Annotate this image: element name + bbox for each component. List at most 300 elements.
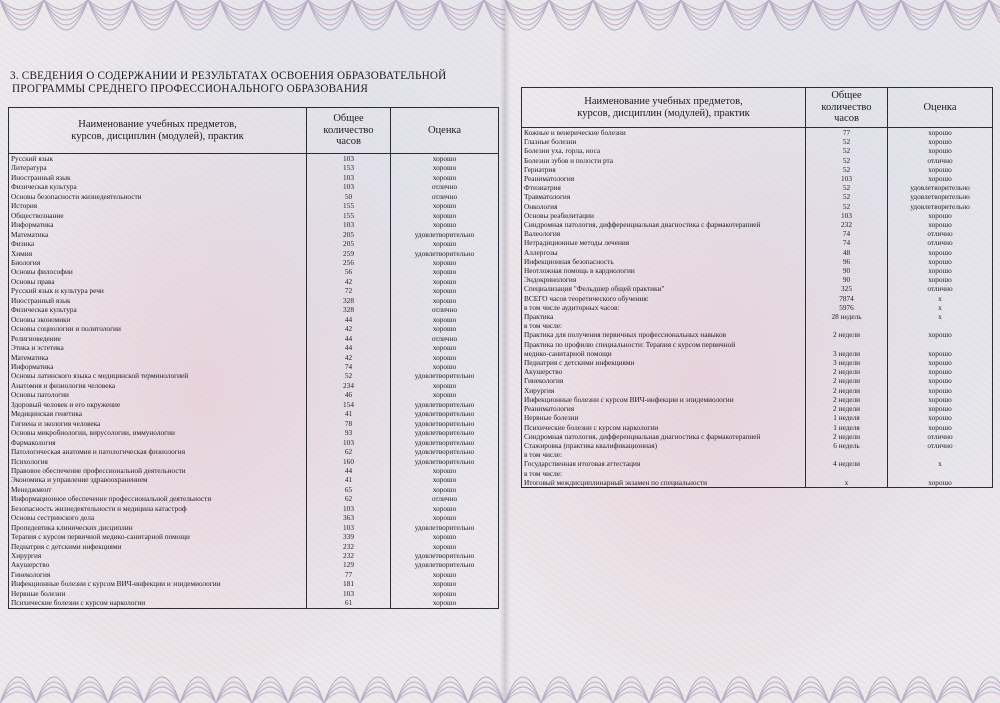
grade-cell: хорошо bbox=[888, 146, 993, 155]
table-row bbox=[9, 428, 499, 437]
table-row bbox=[9, 438, 499, 447]
table-row bbox=[522, 275, 993, 284]
hours-cell: 61 bbox=[307, 598, 391, 608]
hours-cell: 72 bbox=[307, 286, 391, 295]
subject-cell: Биология bbox=[9, 258, 307, 267]
right-page bbox=[505, 0, 1000, 703]
hours-cell bbox=[806, 450, 888, 459]
hours-cell: 28 недель bbox=[806, 312, 888, 321]
grade-cell: хорошо bbox=[888, 137, 993, 146]
subject-cell: Физика bbox=[9, 239, 307, 248]
hours-cell: 52 bbox=[806, 137, 888, 146]
grade-cell: удовлетворительно bbox=[888, 183, 993, 192]
subject-cell: Терапия с курсом первичной медико-санитарной помощи bbox=[9, 532, 307, 541]
subject-cell: Аллергозы bbox=[522, 248, 806, 257]
table-row bbox=[9, 419, 499, 428]
grade-cell: хорошо bbox=[391, 324, 499, 333]
grade-cell: удовлетворительно bbox=[391, 230, 499, 239]
hours-cell: 2 недели bbox=[806, 376, 888, 385]
subject-cell: Менеджмент bbox=[9, 485, 307, 494]
table-row bbox=[9, 589, 499, 598]
hours-cell: 2 недели bbox=[806, 330, 888, 339]
hours-cell: 44 bbox=[307, 466, 391, 475]
grade-cell: хорошо bbox=[391, 381, 499, 390]
table-row bbox=[9, 485, 499, 494]
grade-cell: хорошо bbox=[888, 386, 993, 395]
hours-cell: 2 недели bbox=[806, 386, 888, 395]
hours-cell: 160 bbox=[307, 457, 391, 466]
grade-cell: удовлетворительно bbox=[888, 192, 993, 201]
hours-cell: 5976 bbox=[806, 303, 888, 312]
table-body-right bbox=[522, 128, 993, 488]
table-row bbox=[522, 404, 993, 413]
hours-cell: 103 bbox=[307, 173, 391, 182]
subject-cell: Основы философии bbox=[9, 267, 307, 276]
grade-cell: отлично bbox=[391, 192, 499, 201]
subject-cell: Информационное обеспечение профессиональной деятельности bbox=[9, 494, 307, 503]
grade-cell bbox=[888, 340, 993, 349]
hours-cell: 325 bbox=[806, 284, 888, 293]
subject-cell: Нервные болезни bbox=[522, 413, 806, 422]
hours-cell: 155 bbox=[307, 211, 391, 220]
subject-cell: Основы безопасности жизнедеятельности bbox=[9, 192, 307, 201]
grade-cell: хорошо bbox=[888, 413, 993, 422]
table-row bbox=[9, 570, 499, 579]
table-row bbox=[9, 475, 499, 484]
grade-cell: хорошо bbox=[888, 266, 993, 275]
subject-cell: Экономика и управление здравоохранением bbox=[9, 475, 307, 484]
table-row bbox=[522, 321, 993, 330]
table-row bbox=[522, 478, 993, 488]
subject-cell: Фтизиатрия bbox=[522, 183, 806, 192]
grade-cell: хорошо bbox=[391, 239, 499, 248]
hours-cell: 2 недели bbox=[806, 395, 888, 404]
column-header-hours: Общее количество часов bbox=[307, 108, 391, 154]
grade-cell: хорошо bbox=[391, 504, 499, 513]
table-row bbox=[9, 201, 499, 210]
grade-cell: х bbox=[888, 312, 993, 321]
subject-cell: Иностранный язык bbox=[9, 173, 307, 182]
hours-cell: 52 bbox=[806, 192, 888, 201]
subject-cell: Практика для получения первичных профессиональных навыков bbox=[522, 330, 806, 339]
subject-cell: Русский язык bbox=[9, 154, 307, 164]
table-row bbox=[522, 303, 993, 312]
hours-cell: 232 bbox=[806, 220, 888, 229]
table-row bbox=[522, 432, 993, 441]
hours-cell: 103 bbox=[307, 523, 391, 532]
hours-cell: 90 bbox=[806, 275, 888, 284]
table-row bbox=[522, 312, 993, 321]
subject-cell: Эндокринология bbox=[522, 275, 806, 284]
grade-cell: хорошо bbox=[391, 163, 499, 172]
hours-cell: 103 bbox=[307, 154, 391, 164]
grade-cell: хорошо bbox=[391, 258, 499, 267]
table-row bbox=[522, 423, 993, 432]
grade-cell: хорошо bbox=[888, 395, 993, 404]
table-row bbox=[9, 239, 499, 248]
table-row bbox=[522, 367, 993, 376]
hours-cell bbox=[806, 321, 888, 330]
subject-cell: Травматология bbox=[522, 192, 806, 201]
table-row bbox=[9, 315, 499, 324]
subject-cell: Информатика bbox=[9, 220, 307, 229]
hours-cell: 232 bbox=[307, 542, 391, 551]
table-row bbox=[9, 163, 499, 172]
grade-cell: х bbox=[888, 303, 993, 312]
hours-cell: 42 bbox=[307, 353, 391, 362]
hours-cell: 103 bbox=[307, 182, 391, 191]
hours-cell: 234 bbox=[307, 381, 391, 390]
subject-cell: Иностранный язык bbox=[9, 296, 307, 305]
subject-cell: Основы сестринского дела bbox=[9, 513, 307, 522]
grade-cell: удовлетворительно bbox=[391, 457, 499, 466]
grade-cell: хорошо bbox=[391, 211, 499, 220]
subject-cell: Информатика bbox=[9, 362, 307, 371]
grade-cell: хорошо bbox=[888, 478, 993, 488]
grade-cell: отлично bbox=[888, 156, 993, 165]
table-row bbox=[9, 513, 499, 522]
grade-cell: хорошо bbox=[888, 423, 993, 432]
hours-cell: 65 bbox=[307, 485, 391, 494]
table-row bbox=[9, 457, 499, 466]
subject-cell: Педиатрия с детскими инфекциями bbox=[9, 542, 307, 551]
grade-cell: хорошо bbox=[391, 173, 499, 182]
grade-cell: отлично bbox=[391, 182, 499, 191]
hours-cell: 44 bbox=[307, 315, 391, 324]
grade-cell: хорошо bbox=[391, 286, 499, 295]
subject-cell: Гигиена и экология человека bbox=[9, 419, 307, 428]
hours-cell: 1 неделя bbox=[806, 423, 888, 432]
grade-cell: х bbox=[888, 459, 993, 468]
subject-cell: Нетрадиционные методы лечения bbox=[522, 238, 806, 247]
grade-cell: отлично bbox=[888, 284, 993, 293]
table-row bbox=[9, 154, 499, 164]
hours-cell: 52 bbox=[806, 202, 888, 211]
table-row bbox=[9, 542, 499, 551]
section-heading bbox=[10, 70, 500, 96]
hours-cell: 363 bbox=[307, 513, 391, 522]
subject-cell: Болезни зубов и полости рта bbox=[522, 156, 806, 165]
grade-cell: удовлетворительно bbox=[391, 560, 499, 569]
table-row bbox=[9, 182, 499, 191]
grade-cell: хорошо bbox=[888, 165, 993, 174]
subject-cell: Физическая культура bbox=[9, 305, 307, 314]
column-header-hours: Общее количество часов bbox=[806, 88, 888, 128]
hours-cell: 56 bbox=[307, 267, 391, 276]
subject-cell: Хирургия bbox=[522, 386, 806, 395]
grade-cell: хорошо bbox=[888, 128, 993, 138]
subject-cell: Инфекционная безопасность bbox=[522, 257, 806, 266]
grade-cell: хорошо bbox=[888, 211, 993, 220]
hours-cell: 52 bbox=[307, 371, 391, 380]
grade-cell: удовлетворительно bbox=[391, 438, 499, 447]
table-row bbox=[522, 165, 993, 174]
hours-cell: 41 bbox=[307, 409, 391, 418]
table-row bbox=[9, 560, 499, 569]
subject-cell: ВСЕГО часов теоретического обучения: bbox=[522, 294, 806, 303]
grade-cell: хорошо bbox=[391, 570, 499, 579]
subject-cell: Пропедевтика клинических дисциплин bbox=[9, 523, 307, 532]
table-row bbox=[522, 284, 993, 293]
hours-cell: 44 bbox=[307, 334, 391, 343]
grade-cell: хорошо bbox=[888, 174, 993, 183]
hours-cell: 2 недели bbox=[806, 367, 888, 376]
table-row bbox=[9, 277, 499, 286]
grade-cell: хорошо bbox=[391, 475, 499, 484]
grade-cell bbox=[888, 469, 993, 478]
hours-cell: 2 недели bbox=[806, 404, 888, 413]
table-body-left bbox=[9, 154, 499, 609]
hours-cell: 103 bbox=[307, 589, 391, 598]
grade-cell: хорошо bbox=[391, 343, 499, 352]
table-row bbox=[9, 286, 499, 295]
subject-cell: Математика bbox=[9, 230, 307, 239]
hours-cell: 103 bbox=[806, 211, 888, 220]
table-row bbox=[9, 579, 499, 588]
hours-cell: 103 bbox=[806, 174, 888, 183]
table-row bbox=[522, 330, 993, 339]
grade-cell: хорошо bbox=[888, 220, 993, 229]
table-row bbox=[9, 220, 499, 229]
table-row bbox=[9, 353, 499, 362]
grade-cell: хорошо bbox=[888, 275, 993, 284]
subject-cell: Анатомия и физиология человека bbox=[9, 381, 307, 390]
grade-cell: х bbox=[888, 294, 993, 303]
subject-cell: Практика bbox=[522, 312, 806, 321]
grade-cell: хорошо bbox=[888, 358, 993, 367]
hours-cell: 259 bbox=[307, 249, 391, 258]
heading-line-2: ПРОГРАММЫ СРЕДНЕГО ПРОФЕССИОНАЛЬНОГО ОБРАЗОВАНИЯ bbox=[12, 83, 369, 95]
hours-cell: 42 bbox=[307, 277, 391, 286]
table-row bbox=[9, 371, 499, 380]
hours-cell: 74 bbox=[307, 362, 391, 371]
table-row bbox=[522, 376, 993, 385]
table-row bbox=[9, 343, 499, 352]
hours-cell: 96 bbox=[806, 257, 888, 266]
table-row bbox=[522, 340, 993, 349]
table-row bbox=[522, 229, 993, 238]
subject-cell: Практика по профилю специальности: Терапия с курсом первичной bbox=[522, 340, 806, 349]
subject-cell: Основы реабилитации bbox=[522, 211, 806, 220]
hours-cell: 328 bbox=[307, 296, 391, 305]
subject-cell: Патологическая анатомия и патологическая физиология bbox=[9, 447, 307, 456]
hours-cell: 52 bbox=[806, 146, 888, 155]
grade-cell: отлично bbox=[888, 229, 993, 238]
hours-cell: 93 bbox=[307, 428, 391, 437]
hours-cell: 129 bbox=[307, 560, 391, 569]
grade-cell bbox=[888, 321, 993, 330]
table-row bbox=[522, 211, 993, 220]
subject-cell: медико-санитарной помощи bbox=[522, 349, 806, 358]
subject-cell: Валеология bbox=[522, 229, 806, 238]
grade-cell: удовлетворительно bbox=[391, 400, 499, 409]
grade-cell: удовлетворительно bbox=[391, 249, 499, 258]
table-row bbox=[522, 450, 993, 459]
subject-cell: Глазные болезни bbox=[522, 137, 806, 146]
hours-cell: 3 недели bbox=[806, 358, 888, 367]
grade-cell: хорошо bbox=[391, 220, 499, 229]
subject-cell: Основы социологии и политологии bbox=[9, 324, 307, 333]
subject-cell: Психология bbox=[9, 457, 307, 466]
grade-cell: хорошо bbox=[391, 532, 499, 541]
subject-cell: в том числе аудиторных часов: bbox=[522, 303, 806, 312]
hours-cell: 339 bbox=[307, 532, 391, 541]
table-row bbox=[522, 266, 993, 275]
hours-cell bbox=[806, 340, 888, 349]
table-row bbox=[9, 305, 499, 314]
hours-cell: 77 bbox=[307, 570, 391, 579]
grade-cell: отлично bbox=[888, 441, 993, 450]
table-row bbox=[9, 381, 499, 390]
subject-cell: Кожные и венерические болезни bbox=[522, 128, 806, 138]
subject-cell: Здоровый человек и его окружение bbox=[9, 400, 307, 409]
subject-cell: Синдромная патология, дифференциальная диагностика с фармакотерапией bbox=[522, 432, 806, 441]
hours-cell: 155 bbox=[307, 201, 391, 210]
hours-cell: 2 недели bbox=[806, 432, 888, 441]
hours-cell: 153 bbox=[307, 163, 391, 172]
grade-cell: отлично bbox=[888, 432, 993, 441]
table-row bbox=[9, 362, 499, 371]
guilloche-bottom-border bbox=[505, 655, 1000, 703]
table-row bbox=[522, 174, 993, 183]
hours-cell: 205 bbox=[307, 230, 391, 239]
table-row bbox=[522, 358, 993, 367]
table-row bbox=[522, 469, 993, 478]
subject-cell: Инфекционные болезни с курсом ВИЧ-инфекции и эпидемиологии bbox=[9, 579, 307, 588]
subject-cell: Основы экономики bbox=[9, 315, 307, 324]
hours-cell: 42 bbox=[307, 324, 391, 333]
hours-cell: 74 bbox=[806, 238, 888, 247]
subject-cell: Итоговый междисциплинарный экзамен по специальности bbox=[522, 478, 806, 488]
subject-cell: История bbox=[9, 201, 307, 210]
subject-cell: Основы латинского языка с медицинской терминологией bbox=[9, 371, 307, 380]
table-row bbox=[9, 523, 499, 532]
hours-cell: 3 недели bbox=[806, 349, 888, 358]
subject-cell: Акушерство bbox=[522, 367, 806, 376]
table-row bbox=[522, 395, 993, 404]
table-row bbox=[522, 257, 993, 266]
hours-cell: 44 bbox=[307, 343, 391, 352]
table-row bbox=[522, 156, 993, 165]
table-row bbox=[522, 192, 993, 201]
subject-cell: в том числе: bbox=[522, 321, 806, 330]
grade-cell: хорошо bbox=[391, 390, 499, 399]
grade-cell: хорошо bbox=[391, 267, 499, 276]
table-row bbox=[9, 296, 499, 305]
hours-cell: 7874 bbox=[806, 294, 888, 303]
subject-cell: Основы патологии bbox=[9, 390, 307, 399]
grade-cell: удовлетворительно bbox=[391, 551, 499, 560]
hours-cell: 1 неделя bbox=[806, 413, 888, 422]
grade-cell: хорошо bbox=[888, 257, 993, 266]
column-header-grade: Оценка bbox=[391, 108, 499, 154]
results-table-right bbox=[521, 87, 993, 488]
grade-cell: отлично bbox=[391, 494, 499, 503]
table-row bbox=[522, 137, 993, 146]
subject-cell: Медицинская генетика bbox=[9, 409, 307, 418]
subject-cell: Хирургия bbox=[9, 551, 307, 560]
table-row bbox=[9, 249, 499, 258]
table-row bbox=[9, 494, 499, 503]
hours-cell: 154 bbox=[307, 400, 391, 409]
grade-cell: отлично bbox=[391, 334, 499, 343]
hours-cell: 103 bbox=[307, 438, 391, 447]
grade-cell: хорошо bbox=[391, 201, 499, 210]
hours-cell: 78 bbox=[307, 419, 391, 428]
grade-cell: хорошо bbox=[391, 485, 499, 494]
table-row bbox=[9, 192, 499, 201]
grade-cell: удовлетворительно bbox=[391, 371, 499, 380]
guilloche-top-border bbox=[0, 0, 505, 58]
subject-cell: Основы права bbox=[9, 277, 307, 286]
hours-cell: 48 bbox=[806, 248, 888, 257]
subject-cell: Онкология bbox=[522, 202, 806, 211]
grade-cell: хорошо bbox=[391, 277, 499, 286]
grade-cell: хорошо bbox=[391, 513, 499, 522]
results-table-left bbox=[8, 107, 499, 609]
grade-cell: хорошо bbox=[391, 598, 499, 608]
subject-cell: Акушерство bbox=[9, 560, 307, 569]
subject-cell: Химия bbox=[9, 249, 307, 258]
heading-line-1: 3. СВЕДЕНИЯ О СОДЕРЖАНИИ И РЕЗУЛЬТАТАХ ОСВОЕНИЯ ОБРАЗОВАТЕЛЬНОЙ bbox=[10, 70, 447, 82]
column-header-grade: Оценка bbox=[888, 88, 993, 128]
hours-cell bbox=[806, 469, 888, 478]
table-row bbox=[522, 202, 993, 211]
subject-cell: Инфекционные болезни с курсом ВИЧ-инфекции и эпидемиологии bbox=[522, 395, 806, 404]
hours-cell: 6 недель bbox=[806, 441, 888, 450]
subject-cell: Стажировка (практика квалификационная) bbox=[522, 441, 806, 450]
hours-cell: 181 bbox=[307, 579, 391, 588]
grade-cell: хорошо bbox=[391, 579, 499, 588]
table-row bbox=[9, 390, 499, 399]
grade-cell: удовлетворительно bbox=[391, 419, 499, 428]
table-row bbox=[522, 146, 993, 155]
grade-cell: хорошо bbox=[888, 376, 993, 385]
table-row bbox=[9, 324, 499, 333]
table-row bbox=[9, 598, 499, 608]
subject-cell: Синдромная патология, дифференциальная диагностика с фармакотерапией bbox=[522, 220, 806, 229]
guilloche-bottom-border bbox=[0, 655, 505, 703]
subject-cell: Специализация "Фельдшер общей практики" bbox=[522, 284, 806, 293]
subject-cell: Фармакология bbox=[9, 438, 307, 447]
grade-cell: хорошо bbox=[391, 296, 499, 305]
hours-cell: 50 bbox=[307, 192, 391, 201]
hours-cell: 256 bbox=[307, 258, 391, 267]
table-row bbox=[9, 466, 499, 475]
table-row bbox=[9, 400, 499, 409]
subject-cell: Реаниматология bbox=[522, 404, 806, 413]
table-row bbox=[9, 504, 499, 513]
subject-cell: в том числе: bbox=[522, 450, 806, 459]
hours-cell: 328 bbox=[307, 305, 391, 314]
grade-cell: удовлетворительно bbox=[391, 523, 499, 532]
subject-cell: Физическая культура bbox=[9, 182, 307, 191]
grade-cell: хорошо bbox=[888, 330, 993, 339]
hours-cell: 62 bbox=[307, 494, 391, 503]
column-header-subject: Наименование учебных предметов, курсов, дисциплин (модулей), практик bbox=[9, 108, 307, 154]
page-fold bbox=[500, 0, 510, 703]
grade-cell: хорошо bbox=[391, 589, 499, 598]
table-row bbox=[9, 532, 499, 541]
subject-cell: Гинекология bbox=[522, 376, 806, 385]
hours-cell: 103 bbox=[307, 220, 391, 229]
table-row bbox=[522, 413, 993, 422]
subject-cell: Этика и эстетика bbox=[9, 343, 307, 352]
subject-cell: Нервные болезни bbox=[9, 589, 307, 598]
table-row bbox=[9, 267, 499, 276]
hours-cell: 46 bbox=[307, 390, 391, 399]
subject-cell: Математика bbox=[9, 353, 307, 362]
